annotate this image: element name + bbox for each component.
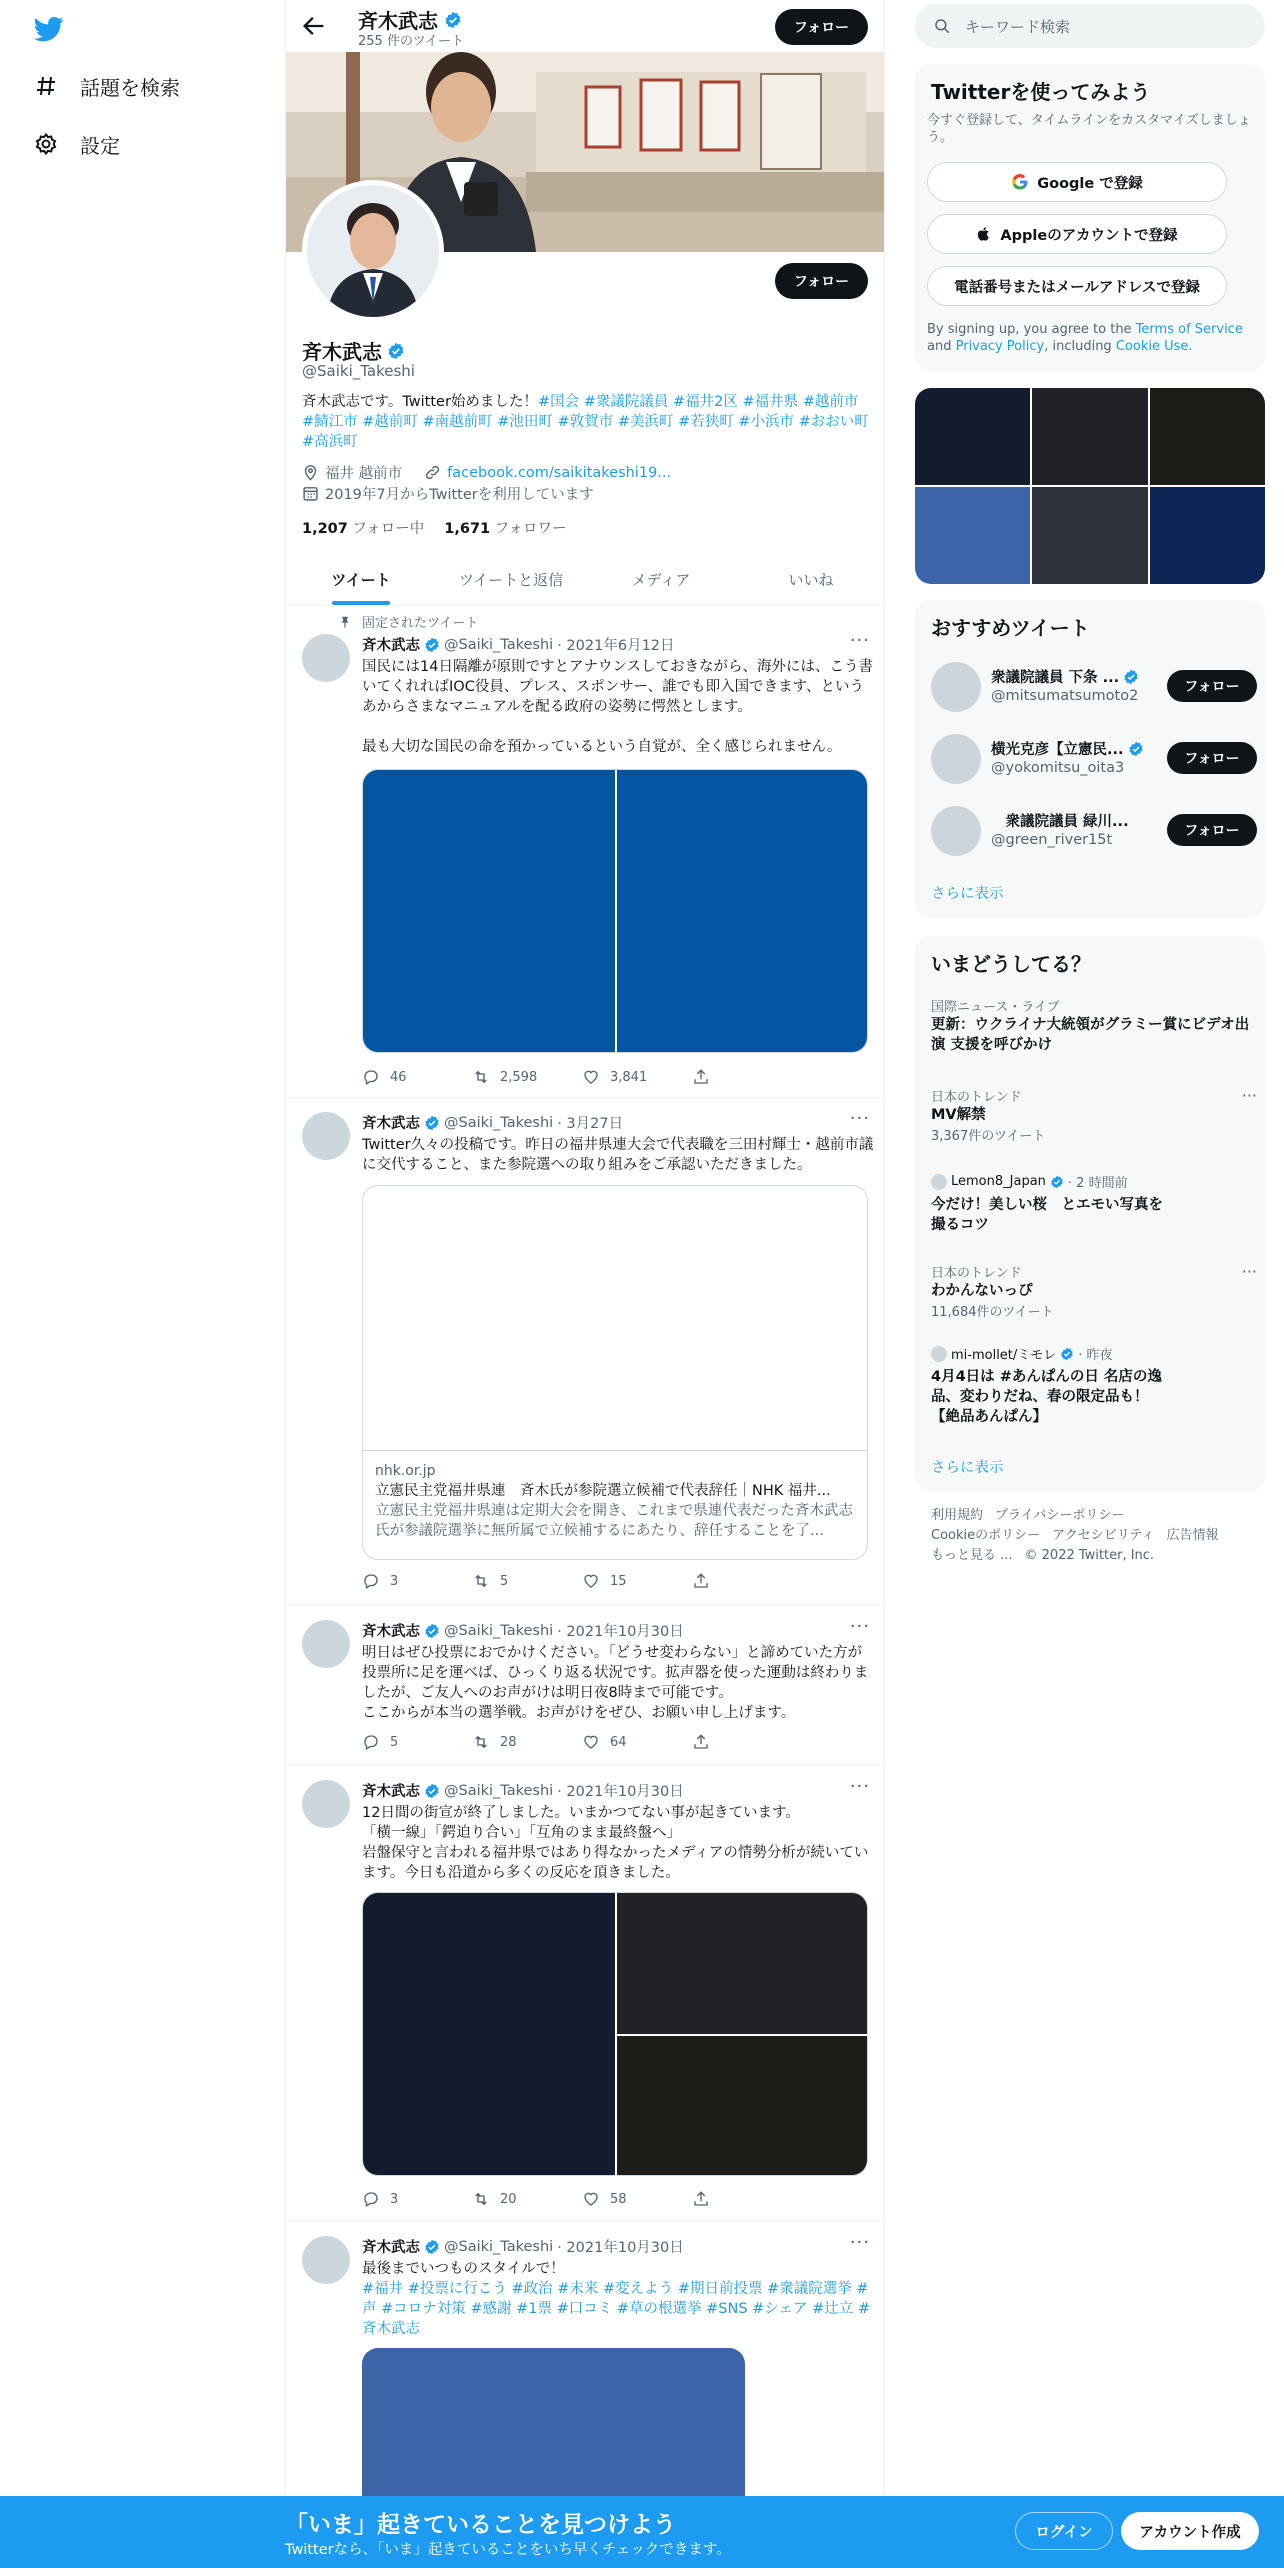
trend-time: · 昨夜	[1078, 1348, 1113, 1363]
login-button[interactable]: ログイン	[1015, 2512, 1113, 2550]
retweet-icon	[472, 1068, 490, 1086]
suggested-user-handle: @yokomitsu_oita3	[991, 760, 1125, 776]
suggested-user-name	[991, 738, 1144, 759]
retweet-icon	[472, 1572, 490, 1590]
tweet[interactable]	[286, 1766, 885, 2222]
more-options-icon[interactable]: ···	[849, 2232, 870, 2253]
footer-ads-link[interactable]: 広告情報	[1166, 1528, 1219, 1543]
tweet-header	[362, 1112, 623, 1133]
trend-more-icon[interactable]: ···	[1241, 1262, 1257, 1281]
trend-title: MV解禁	[931, 1107, 986, 1123]
bio-text: 斉木武志です。Twitter始めました！	[302, 394, 538, 410]
apple-signup-button[interactable]	[927, 214, 1227, 254]
heart-icon	[582, 1572, 600, 1590]
heart-icon	[582, 1733, 600, 1751]
profile-tabs	[286, 553, 885, 606]
tweet-date[interactable]: · 2021年10月30日	[557, 1784, 684, 1800]
reply-count: 3	[390, 1573, 399, 1589]
profile-name	[302, 336, 405, 365]
tweet-header	[362, 2236, 684, 2257]
link-card-image	[363, 1186, 867, 1451]
tweet-text-plain: 最後までいつものスタイルで！	[362, 2261, 565, 2277]
link-card-description: 立憲民主党福井県連は定期大会を開き、これまで県連代表だった斉木武志氏が参議院選挙に無所属で立候補するにあたり、辞任することを了...	[375, 1503, 853, 1539]
profile-website-link[interactable]: facebook.com/saikitakeshi19...	[447, 464, 672, 481]
trend-item[interactable]	[931, 1262, 1257, 1320]
media-thumbnail[interactable]	[1150, 388, 1265, 485]
cookie-use-link[interactable]: Cookie Use.	[1115, 339, 1193, 354]
nav-settings-label: 設定	[80, 133, 120, 158]
suggested-follow-button[interactable]: フォロー	[1167, 742, 1257, 774]
profile-follow-button[interactable]: フォロー	[775, 263, 868, 299]
nav-explore-label: 話題を検索	[80, 75, 180, 100]
trend-category: 日本のトレンド	[931, 1266, 1022, 1281]
profile-avatar[interactable]	[302, 180, 444, 322]
tweet-author-name[interactable]: 斉木武志	[362, 2240, 420, 2256]
trend-title: わかんないっぴ	[931, 1283, 1033, 1299]
tweet-date[interactable]: · 2021年10月30日	[557, 1624, 684, 1640]
tweet-avatar[interactable]	[302, 1780, 350, 1828]
retweet-count: 28	[500, 1734, 517, 1750]
media-thumbnail[interactable]	[1032, 487, 1147, 584]
create-account-button[interactable]: アカウント作成	[1121, 2512, 1259, 2550]
like-count: 15	[610, 1573, 627, 1589]
share-button[interactable]	[692, 2190, 802, 2208]
tweet-author-name[interactable]: 斉木武志	[362, 1116, 420, 1132]
hashtag-icon	[34, 74, 58, 98]
reply-count: 3	[390, 2191, 399, 2207]
suggested-user-handle: @mitsumatsumoto2	[991, 688, 1139, 704]
prompt-subtitle: Twitterなら、「いま」起きていることをいち早くチェックできます。	[285, 2542, 731, 2558]
tweet[interactable]	[286, 1098, 885, 1606]
share-button[interactable]	[692, 1733, 802, 1751]
search-box[interactable]	[915, 4, 1265, 48]
media-grid[interactable]	[915, 388, 1265, 584]
following-count: 1,207	[302, 521, 348, 537]
retweet-count: 5	[500, 1573, 509, 1589]
like-count: 64	[610, 1734, 627, 1750]
tweet-actions	[362, 1572, 802, 1590]
reply-button[interactable]	[362, 1572, 472, 1590]
suggested-user-name-text: 横光克彦【立憲民...	[991, 742, 1124, 758]
reply-icon	[362, 1572, 380, 1590]
reply-icon	[362, 2190, 380, 2208]
tweet-author-name[interactable]: 斉木武志	[362, 1784, 420, 1800]
like-button[interactable]	[582, 1733, 692, 1751]
trend-source-name: mi-mollet/ミモレ	[951, 1348, 1057, 1363]
suggested-user-handle: @green_river15t	[991, 832, 1113, 848]
retweet-count: 20	[500, 2191, 517, 2207]
calendar-icon	[302, 485, 319, 502]
tab-tweets-replies[interactable]: ツイートと返信	[458, 570, 564, 589]
tweet[interactable]	[286, 606, 885, 1098]
trend-source	[931, 1172, 1257, 1191]
tweet-count: 255 件のツイート	[358, 34, 465, 49]
footer-cookie-link[interactable]: Cookieのポリシー	[931, 1528, 1041, 1543]
media-image[interactable]	[617, 2036, 868, 2176]
source-avatar	[931, 1346, 947, 1362]
suggested-user-avatar[interactable]	[931, 734, 981, 784]
terms-text: By signing up, you agree to the	[927, 322, 1132, 337]
tweet-date[interactable]: · 2021年6月12日	[557, 638, 675, 654]
tweet-media[interactable]	[362, 769, 868, 1053]
trend-source	[931, 1344, 1257, 1363]
retweet-icon	[472, 1733, 490, 1751]
retweet-button[interactable]	[472, 1572, 582, 1590]
trend-title: 今だけ！美しい桜 とエモい写真を撮るコツ	[931, 1197, 1163, 1233]
media-image[interactable]	[363, 1893, 615, 2176]
verified-badge-icon	[424, 1115, 440, 1131]
bio-hashtags[interactable]: #国会 #衆議院議員 #福井2区 #福井県 #越前市 #鯖江市 #越前町 #南越前町 #池田町 #敦賀市 #美浜町 #若狭町 #小浜市 #おおい町 #高浜町	[302, 394, 869, 450]
prompt-title: 「いま」起きていることを見つけよう	[285, 2512, 676, 2538]
trend-tweet-count: 11,684件のツイート	[931, 1305, 1054, 1320]
trend-title: 4月4日は #あんぱんの日 名店の逸品、変わりだね、春の限定品も！【絶品あんぱん】	[931, 1369, 1162, 1425]
footer-privacy-link[interactable]: プライバシーポリシー	[995, 1508, 1125, 1523]
verified-badge-icon	[424, 1783, 440, 1799]
followers-count: 1,671	[444, 521, 491, 537]
tab-likes[interactable]: いいね	[788, 570, 834, 589]
followers-stat[interactable]	[444, 517, 566, 538]
like-count: 3,841	[610, 1069, 648, 1085]
tweet-date[interactable]: · 2021年10月30日	[557, 2240, 684, 2256]
suggested-user[interactable]	[931, 662, 1257, 712]
tweet-media[interactable]	[362, 1892, 868, 2176]
signup-title: Twitterを使ってみよう	[931, 80, 1151, 104]
header-name-text: 斉木武志	[358, 9, 438, 33]
trend-title: 更新：ウクライナ大統領がグラミー賞にビデオ出演 支援を呼びかけ	[931, 1017, 1250, 1053]
verified-badge-icon	[424, 637, 440, 653]
media-thumbnail[interactable]	[915, 487, 1030, 584]
media-image[interactable]	[617, 770, 868, 1053]
terms-text: , including	[1044, 339, 1112, 354]
link-icon	[424, 464, 441, 481]
tab-tweets[interactable]: ツイート	[286, 553, 436, 605]
suggested-user[interactable]	[931, 806, 1257, 856]
avatar-photo	[307, 185, 439, 317]
suggested-title: おすすめツイート	[931, 616, 1090, 640]
suggested-user-name	[991, 666, 1139, 687]
verified-badge-icon	[1128, 741, 1144, 757]
profile-joined: 2019年7月からTwitterを利用しています	[325, 487, 594, 503]
tweet-hashtags[interactable]: #福井 #投票に行こう #政治 #未来 #変えよう #期日前投票 #衆議院選挙 #声 #コロナ対策 #感謝 #1票 #口コミ #草の根選挙 #SNS #シェア #辻立 #斉木武志	[362, 2281, 871, 2337]
footer-accessibility-link[interactable]: アクセシビリティ	[1052, 1528, 1155, 1543]
tweet-author-handle: @Saiki_Takeshi	[444, 1114, 554, 1131]
location-pin-icon	[302, 464, 319, 481]
reply-count: 46	[390, 1069, 407, 1085]
pinned-label	[362, 612, 478, 631]
profile-joined-row	[302, 483, 594, 504]
terms-of-service-link[interactable]: Terms of Service	[1135, 322, 1243, 337]
share-icon	[692, 1572, 710, 1590]
tweet-header	[362, 1780, 684, 1801]
back-arrow-icon[interactable]	[300, 12, 328, 40]
trend-item[interactable]	[931, 996, 1257, 1055]
tweet-actions	[362, 1733, 802, 1751]
like-button[interactable]	[582, 2190, 692, 2208]
trend-tweet-count: 3,367件のツイート	[931, 1129, 1046, 1144]
pin-icon	[338, 615, 352, 629]
verified-badge-icon	[1123, 669, 1139, 685]
reply-icon	[362, 1068, 380, 1086]
media-image[interactable]	[617, 1893, 868, 2034]
share-icon	[692, 1068, 710, 1086]
more-options-icon[interactable]: ···	[849, 630, 870, 651]
suggested-user[interactable]	[931, 734, 1257, 784]
search-input[interactable]: キーワード検索	[965, 17, 1071, 36]
more-options-icon[interactable]: ···	[849, 1616, 870, 1637]
profile-meta-row	[302, 462, 671, 483]
more-options-icon[interactable]: ···	[849, 1776, 870, 1797]
gear-icon	[34, 132, 58, 156]
verified-badge-icon	[444, 11, 462, 29]
footer-links	[931, 1506, 1261, 1566]
trend-item[interactable]	[931, 1172, 1257, 1235]
terms-text: and	[927, 339, 952, 354]
tab-media[interactable]: メディア	[631, 570, 691, 589]
reply-count: 5	[390, 1734, 399, 1750]
followers-label: フォロワー	[494, 521, 567, 537]
trend-item[interactable]	[931, 1344, 1257, 1427]
verified-badge-icon	[387, 342, 405, 360]
tweet-header	[362, 1620, 684, 1641]
trend-category: 国際ニュース・ライブ	[931, 1000, 1060, 1015]
google-signup-button[interactable]	[927, 162, 1227, 202]
suggested-panel	[915, 600, 1265, 918]
share-button[interactable]	[692, 1068, 802, 1086]
profile-header-bar	[286, 0, 885, 52]
retweet-button[interactable]	[472, 2190, 582, 2208]
tweet-avatar[interactable]	[302, 634, 350, 682]
suggested-follow-button[interactable]: フォロー	[1167, 814, 1257, 846]
tweet-avatar[interactable]	[302, 2236, 350, 2284]
suggested-follow-button[interactable]: フォロー	[1167, 670, 1257, 702]
footer-terms-link[interactable]: 利用規約	[931, 1508, 984, 1523]
google-icon	[1011, 173, 1029, 191]
retweet-count: 2,598	[500, 1069, 538, 1085]
signup-panel	[915, 64, 1265, 372]
like-button[interactable]	[582, 1572, 692, 1590]
retweet-button[interactable]	[472, 1733, 582, 1751]
apple-signup-label: Appleのアカウントで登録	[1000, 227, 1178, 244]
tweet-text	[362, 2259, 874, 2339]
pinned-text: 固定されたツイート	[362, 616, 479, 631]
reply-button[interactable]	[362, 1733, 472, 1751]
source-avatar	[931, 1174, 947, 1190]
trends-title: いまどうしてる？	[931, 952, 1091, 976]
more-options-icon[interactable]: ···	[849, 1108, 870, 1129]
phone-email-signup-button[interactable]: 電話番号またはメールアドレスで登録	[927, 266, 1227, 306]
trends-show-more[interactable]: さらに表示	[931, 1460, 1004, 1476]
following-stat[interactable]	[302, 517, 424, 538]
signup-terms	[927, 321, 1253, 355]
tweet-author-handle: @Saiki_Takeshi	[444, 1782, 554, 1799]
verified-badge-icon	[424, 1623, 440, 1639]
trend-time: · 2 時間前	[1067, 1176, 1128, 1191]
nav-explore[interactable]	[34, 66, 180, 106]
suggested-user-name-text: 衆議院議員 下条 ...	[991, 670, 1120, 686]
trends-panel	[915, 936, 1265, 1492]
heart-icon	[582, 1068, 600, 1086]
apple-icon	[976, 225, 992, 243]
left-sidebar	[0, 0, 285, 2568]
profile-location: 福井 越前市	[325, 466, 403, 482]
like-button[interactable]	[582, 1068, 692, 1086]
profile-timeline	[285, 0, 885, 2568]
media-thumbnail[interactable]	[915, 388, 1030, 485]
link-card-body	[363, 1451, 867, 1551]
heart-icon	[582, 2190, 600, 2208]
media-thumbnail[interactable]	[1150, 487, 1265, 584]
trend-source-name: Lemon8_Japan	[951, 1174, 1046, 1189]
media-image[interactable]	[363, 770, 615, 1053]
share-icon	[692, 1733, 710, 1751]
profile-handle: @Saiki_Takeshi	[302, 362, 415, 380]
tweet-text: 12日間の街宣が終了しました。いまかつてない事が起きています。 「横一線」「鍔迫り合い」「互角のまま最終盤へ」 岩盤保守と言われる福井県ではあり得なかったメディアの情勢分析が続いています。今日も沿道から多くの反応を頂きました。	[362, 1805, 869, 1881]
retweet-button[interactable]	[472, 1068, 582, 1086]
link-card-title: 立憲民主党福井県連 斉木氏が参院選立候補で代表辞任｜NHK 福井...	[375, 1483, 831, 1499]
tweet-author-name[interactable]: 斉木武志	[362, 1624, 420, 1640]
suggested-user-name-text: 衆議院議員 緑川...	[991, 814, 1129, 830]
footer-more-link[interactable]: もっと見る ...	[931, 1548, 1013, 1563]
verified-badge-icon	[1050, 1175, 1064, 1189]
tweet[interactable]	[286, 1606, 885, 1766]
suggested-show-more[interactable]: さらに表示	[931, 886, 1004, 902]
verified-badge-icon	[424, 2239, 440, 2255]
link-card-domain: nhk.or.jp	[375, 1463, 436, 1479]
retweet-icon	[472, 2190, 490, 2208]
twitter-logo-icon[interactable]	[32, 14, 66, 44]
reply-button[interactable]	[362, 2190, 472, 2208]
footer-copyright: © 2022 Twitter, Inc.	[1024, 1548, 1155, 1563]
suggested-user-avatar[interactable]	[931, 662, 981, 712]
share-button[interactable]	[692, 1572, 802, 1590]
tweet-author-handle: @Saiki_Takeshi	[444, 2238, 554, 2255]
reply-button[interactable]	[362, 1068, 472, 1086]
following-label: フォロー中	[352, 521, 425, 537]
signup-subtitle: 今すぐ登録して、タイムラインをカスタマイズしましょう。	[927, 113, 1251, 145]
tweet-text: 明日はぜひ投票におでかけください。「どうせ変わらない」と諦めていた方が投票所に足を運べば、ひっくり返る状況です。拡声器を使った運動は終わりましたが、ご友人へのお声がけは明日夜8時まで可能です。 ここからが本当の選挙戦。お声がけをぜひ、お願い申し上げます。	[362, 1645, 869, 1721]
profile-bio	[302, 392, 870, 452]
tweet-actions	[362, 2190, 802, 2208]
verified-badge-icon	[1060, 1347, 1074, 1361]
google-signup-label: Google で登録	[1037, 175, 1143, 192]
tweet-date[interactable]: · 3月27日	[557, 1116, 624, 1132]
tweet-text: Twitter久々の投稿です。昨日の福井県連大会で代表職を三田村輝士・越前市議に交代すること、また参院選への取り組みをご承認いただきました。	[362, 1137, 874, 1173]
tweet-actions	[362, 1068, 802, 1086]
media-thumbnail[interactable]	[1032, 388, 1147, 485]
trend-category: 日本のトレンド	[931, 1090, 1022, 1105]
suggested-user-name	[991, 810, 1129, 831]
right-sidebar	[915, 0, 1265, 2568]
nav-settings[interactable]	[34, 124, 120, 164]
trend-item[interactable]	[931, 1086, 1257, 1144]
tweet-avatar[interactable]	[302, 1112, 350, 1160]
profile-stats	[302, 517, 567, 538]
suggested-user-avatar[interactable]	[931, 806, 981, 856]
tweet-avatar[interactable]	[302, 1620, 350, 1668]
tweet-author-handle: @Saiki_Takeshi	[444, 636, 554, 653]
tweet-author-handle: @Saiki_Takeshi	[444, 1622, 554, 1639]
tweet-text: 国民には14日隔離が原則ですとアナウンスしておきながら、海外には、こう書いてくれればIOC役員、プレス、スポンサー、誰でも即入国できます、というあからさまなマニュアルを配る政府の姿勢に愕然とします。 最も大切な国民の命を預かっているという自覚が、全く感じられません。	[362, 659, 874, 755]
share-icon	[692, 2190, 710, 2208]
tweet-header	[362, 634, 675, 655]
reply-icon	[362, 1733, 380, 1751]
login-prompt-bar	[0, 2496, 1284, 2568]
profile-name-text: 斉木武志	[302, 340, 382, 364]
trend-more-icon[interactable]: ···	[1241, 1086, 1257, 1105]
tweet-author-name[interactable]: 斉木武志	[362, 638, 420, 654]
search-icon	[933, 17, 951, 35]
link-card[interactable]	[362, 1185, 868, 1560]
like-count: 58	[610, 2191, 627, 2207]
privacy-policy-link[interactable]: Privacy Policy	[955, 339, 1045, 354]
header-follow-button[interactable]: フォロー	[775, 9, 868, 45]
